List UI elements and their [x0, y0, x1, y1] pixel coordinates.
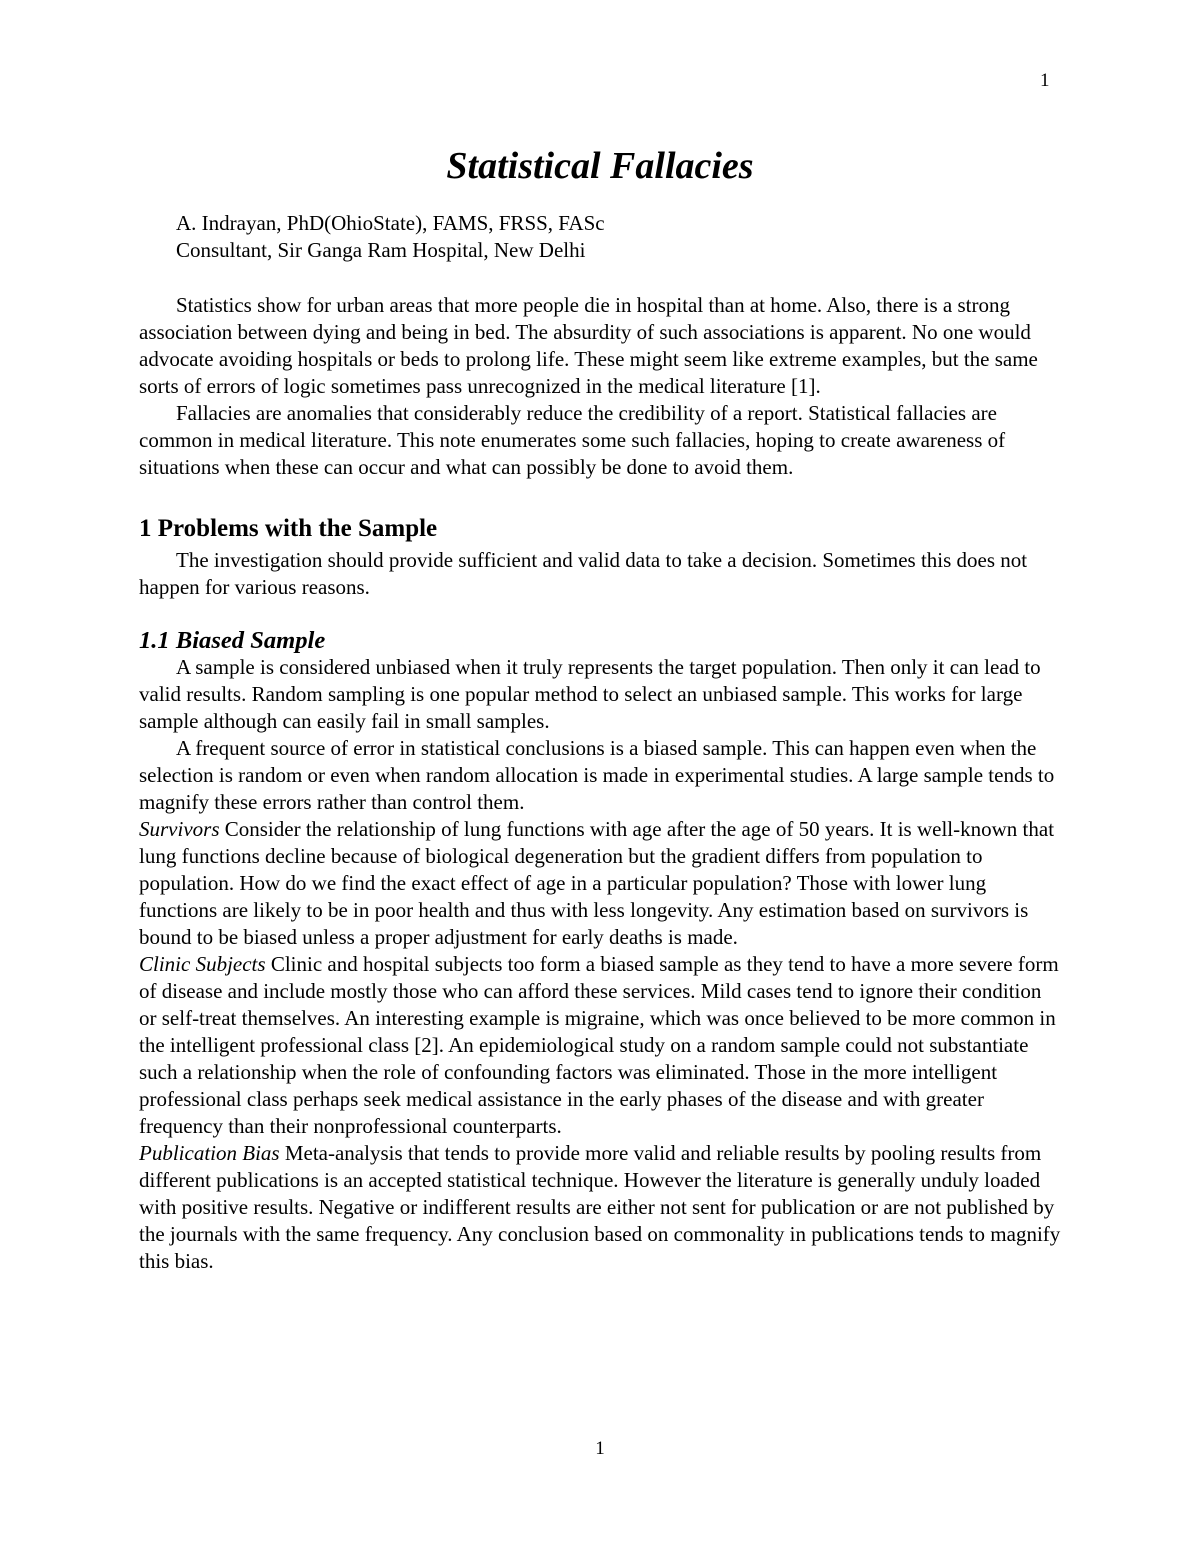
survivors-term: Survivors [139, 817, 220, 841]
document-title: Statistical Fallacies [446, 145, 754, 187]
biased-sample-paragraph-2: A frequent source of error in statistical conclusions is a biased sample. This can happen even when the selection is random or even when random allocation is made in experimental studies. A large sample tends to magnify these errors rather than control them. [139, 736, 1055, 814]
intro-paragraph-1: Statistics show for urban areas that more people die in hospital than at home. Also, there is a strong association between dying and being in bed. The absurdity of such associations is apparent. No one would advocate avoiding hospitals or beds to prolong life. These might seem like extreme examples, but the same sorts of errors of logic sometimes pass unrecognized in the medical literature [1]. [139, 293, 1038, 398]
document-body [139, 142, 1061, 1275]
section-1-paragraph: The investigation should provide sufficient and valid data to take a decision. Sometimes this does not happen for various reasons. [139, 548, 1028, 599]
publication-bias-paragraph [139, 1140, 1061, 1275]
author-line: A. Indrayan, PhD(OhioState), FAMS, FRSS, FASc [176, 211, 605, 235]
clinic-subjects-term: Clinic Subjects [139, 952, 266, 976]
section-1-heading: 1 Problems with the Sample [139, 515, 438, 542]
survivors-paragraph [139, 816, 1061, 951]
page-number-bottom: 1 [595, 1438, 605, 1459]
clinic-subjects-paragraph [139, 951, 1061, 1140]
clinic-subjects-text: Clinic and hospital subjects too form a biased sample as they tend to have a more severe form of disease and include mostly those who can afford these services. Mild cases tend to ignore their condition or self-treat themselves. An interesting example is migraine, which was once believed to be more common in the intelligent professional class [2]. An epidemiological study on a random sample could not substantiate such a relationship when the role of confounding factors was eliminated. Those in the more intelligent professional class perhaps seek medical assistance in the early phases of the disease and with greater frequency than their nonprofessional counterparts. [139, 952, 1059, 1138]
section-1-1-heading: 1.1 Biased Sample [139, 627, 326, 654]
survivors-text: Consider the relationship of lung functions with age after the age of 50 years. It is well-known that lung functions decline because of biological degeneration but the gradient differs from population to population. How do we find the exact effect of age in a particular population? Those with lower lung functions are likely to be in poor health and thus with less longevity. Any estimation based on survivors is bound to be biased unless a proper adjustment for early deaths is made. [139, 817, 1055, 949]
publication-bias-text: Meta-analysis that tends to provide more valid and reliable results by pooling results from different publications is an accepted statistical technique. However the literature is generally unduly loaded with positive results. Negative or indifferent results are either not sent for publication or are not published by the journals with the same frequency. Any conclusion based on commonality in publications tends to magnify this bias. [139, 1141, 1061, 1273]
affiliation-line: Consultant, Sir Ganga Ram Hospital, New Delhi [176, 238, 586, 262]
biased-sample-paragraph-1: A sample is considered unbiased when it truly represents the target population. Then only it can lead to valid results. Random sampling is one popular method to select an unbiased sample. This works for large sample although can easily fail in small samples. [139, 655, 1041, 733]
intro-paragraph-2: Fallacies are anomalies that considerably reduce the credibility of a report. Statistical fallacies are common in medical literature. This note enumerates some such fallacies, hoping to create awareness of situations when these can occur and what can possibly be done to avoid them. [139, 401, 1006, 479]
page-number-top: 1 [1040, 70, 1050, 91]
publication-bias-term: Publication Bias [139, 1141, 280, 1165]
